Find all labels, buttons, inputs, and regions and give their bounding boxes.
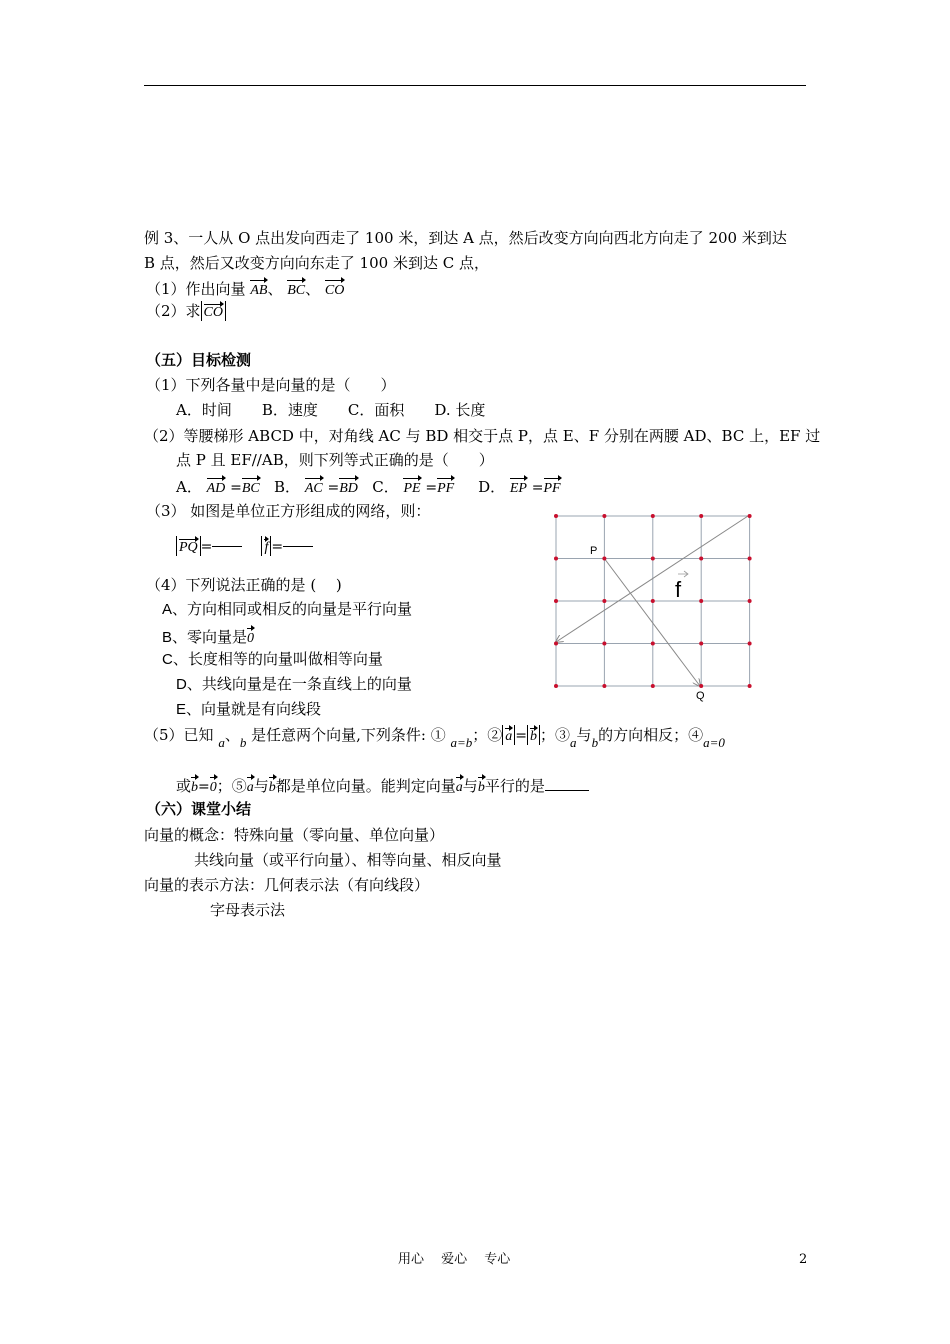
equals: =	[327, 480, 340, 496]
grid-point	[554, 684, 558, 688]
q4-option-a: A、方向相同或相反的向量是平行向量	[162, 601, 413, 618]
q5-text: 是任意两个向量,下列条件: ①	[251, 726, 446, 744]
q5-text: 的方向相反；④	[598, 726, 704, 744]
grid-point	[699, 514, 703, 518]
f-label: f	[675, 577, 682, 602]
vector-a: a	[247, 774, 254, 798]
equals: =	[515, 728, 528, 744]
option-b-label: B．	[274, 478, 301, 496]
grid-point	[699, 684, 703, 688]
vector-pq-arrow	[604, 558, 700, 686]
equals: =	[198, 779, 210, 795]
q3-text: （3） 如图是单位正方形组成的网络，则：	[146, 502, 431, 520]
abs-pq	[176, 536, 201, 556]
section5-title: （五）目标检测	[146, 352, 252, 369]
vector-ac: AC	[305, 475, 323, 499]
summary-line4: 字母表示法	[210, 901, 286, 919]
page-number: 2	[799, 1252, 808, 1267]
q5-text: ；②	[472, 726, 503, 744]
grid-point	[748, 599, 752, 603]
vector-f-arrow	[556, 516, 748, 642]
example3-line1: 例 3、一人从 O 点出发向西走了 100 米，到达 A 点，然后改变方向向西北方向走了 200 米到达	[144, 229, 787, 247]
grid-point	[748, 557, 752, 561]
answer-blank	[545, 790, 589, 791]
vector-ep: EP	[510, 475, 527, 499]
q5-text: 与	[253, 777, 269, 795]
q5-text: 与	[576, 726, 592, 744]
vector-bd: BD	[339, 475, 358, 499]
vector-b: b	[269, 774, 276, 798]
q3-expressions	[176, 536, 313, 557]
option-d-label: D．	[478, 478, 506, 496]
grid-point	[699, 599, 703, 603]
summary-line2: 共线向量（或平行向量）、相等向量、相反向量	[194, 851, 502, 869]
grid-point	[748, 642, 752, 646]
symbol-b: b	[465, 735, 473, 750]
vector-pe: PE	[403, 475, 420, 499]
grid-point	[699, 557, 703, 561]
grid-point	[602, 642, 606, 646]
unit-square-grid	[550, 512, 754, 704]
vector-b: b	[530, 725, 537, 745]
grid-point	[602, 684, 606, 688]
footer-motto: 用心 爱心 专心	[398, 1252, 511, 1267]
vector-b: b	[191, 774, 198, 798]
equals: =	[200, 539, 213, 555]
q2-options	[176, 475, 561, 499]
option-a-label: A．	[176, 478, 202, 496]
abs-f	[261, 536, 271, 556]
symbol-b: b	[239, 735, 247, 750]
vector-ad: AD	[207, 475, 226, 499]
sep: 、	[267, 280, 283, 298]
grid-point	[748, 684, 752, 688]
option-c-label: C．	[372, 478, 399, 496]
vector-f: f	[264, 536, 268, 556]
answer-blank	[212, 536, 242, 547]
q5-text: 平行的是	[484, 777, 545, 795]
grid-point	[651, 514, 655, 518]
symbol-a: a	[218, 735, 225, 750]
q5-line2	[176, 774, 589, 798]
grid-point	[651, 642, 655, 646]
zero-vector: 0	[247, 625, 254, 649]
equals: =	[271, 539, 284, 555]
vector-pf: PF	[544, 475, 561, 499]
vector-co: CO	[204, 301, 223, 321]
equals: =	[709, 735, 719, 750]
example3-q2	[146, 301, 226, 321]
vector-a: a	[505, 725, 512, 745]
point-p-label: P	[590, 545, 598, 557]
q5-text: ；③	[540, 726, 571, 744]
grid-point	[602, 557, 606, 561]
summary-line1: 向量的概念：特殊向量（零向量、单位向量）	[144, 826, 445, 844]
sep: 、	[305, 280, 321, 298]
section6-title: （六）课堂小结	[146, 801, 252, 818]
abs-b	[527, 725, 540, 745]
summary-line3: 向量的表示方法：几何表示法（有向线段）	[144, 876, 430, 894]
grid-point	[554, 557, 558, 561]
grid-point	[554, 642, 558, 646]
q4-option-c: C、长度相等的向量叫做相等向量	[162, 651, 383, 668]
vector-bc: BC	[287, 277, 305, 301]
q5-text: （5）已知	[144, 726, 214, 744]
zero-vector: 0	[210, 774, 217, 798]
abs-a	[502, 725, 515, 745]
grid-point	[651, 599, 655, 603]
q4-option-d: D、共线向量是在一条直线上的向量	[176, 676, 412, 693]
abs-value	[201, 301, 226, 321]
q5-text: 都是单位向量。能判定向量	[275, 777, 456, 795]
sep: 、	[224, 726, 240, 744]
grid-point	[651, 684, 655, 688]
grid-point	[748, 514, 752, 518]
answer-blank	[283, 536, 313, 547]
symbol-b: b	[591, 735, 599, 750]
symbol-a: a	[703, 735, 710, 750]
vector-bc: BC	[242, 475, 260, 499]
equals: =	[531, 480, 544, 496]
vector-a: a	[456, 774, 463, 798]
symbol-a: a	[450, 735, 457, 750]
q5-text: ；⑤	[216, 777, 247, 795]
q1-prefix: （1）作出向量	[146, 280, 246, 298]
equals: =	[425, 480, 438, 496]
q1-text: （1）下列各量中是向量的是（ ）	[146, 376, 396, 394]
point-q-label: Q	[696, 690, 705, 702]
q4-option-b	[162, 625, 254, 649]
grid-point	[602, 599, 606, 603]
example3-q1	[146, 277, 344, 301]
grid-point	[554, 514, 558, 518]
symbol-zero: 0	[718, 735, 725, 750]
q2-line2: 点 P 且 EF//AB，则下列等式正确的是（ ）	[176, 451, 494, 469]
equals: =	[230, 480, 242, 496]
example3-line2: B 点，然后又改变方向向东走了 100 米到达 C 点，	[144, 254, 489, 272]
grid-point	[699, 642, 703, 646]
q4-text: （4）下列说法正确的是 ( )	[146, 576, 342, 594]
vector-ab: AB	[250, 277, 267, 301]
grid-point	[651, 557, 655, 561]
q2-prefix: （2）求	[146, 302, 201, 320]
q5-text: 或	[176, 777, 192, 795]
q5-text: 与	[462, 777, 478, 795]
grid-point	[554, 599, 558, 603]
q4-b-text: B、零向量是	[162, 629, 248, 646]
q4-option-e: E、向量就是有向线段	[176, 701, 322, 718]
vector-pf: PF	[437, 475, 454, 499]
q1-options: A．时间 B．速度 C．面积 D. 长度	[176, 401, 486, 419]
vector-pq: PQ	[179, 536, 198, 556]
header-rule	[144, 85, 806, 86]
equals: =	[457, 735, 466, 750]
vector-b: b	[478, 774, 485, 798]
q5-line1	[144, 725, 725, 750]
grid-point	[602, 514, 606, 518]
vector-co: CO	[325, 277, 344, 301]
q2-line1: （2）等腰梯形 ABCD 中，对角线 AC 与 BD 相交于点 P，点 E、F 分别在两腰 AD、BC 上，EF 过	[144, 427, 821, 445]
symbol-a: a	[570, 735, 577, 750]
